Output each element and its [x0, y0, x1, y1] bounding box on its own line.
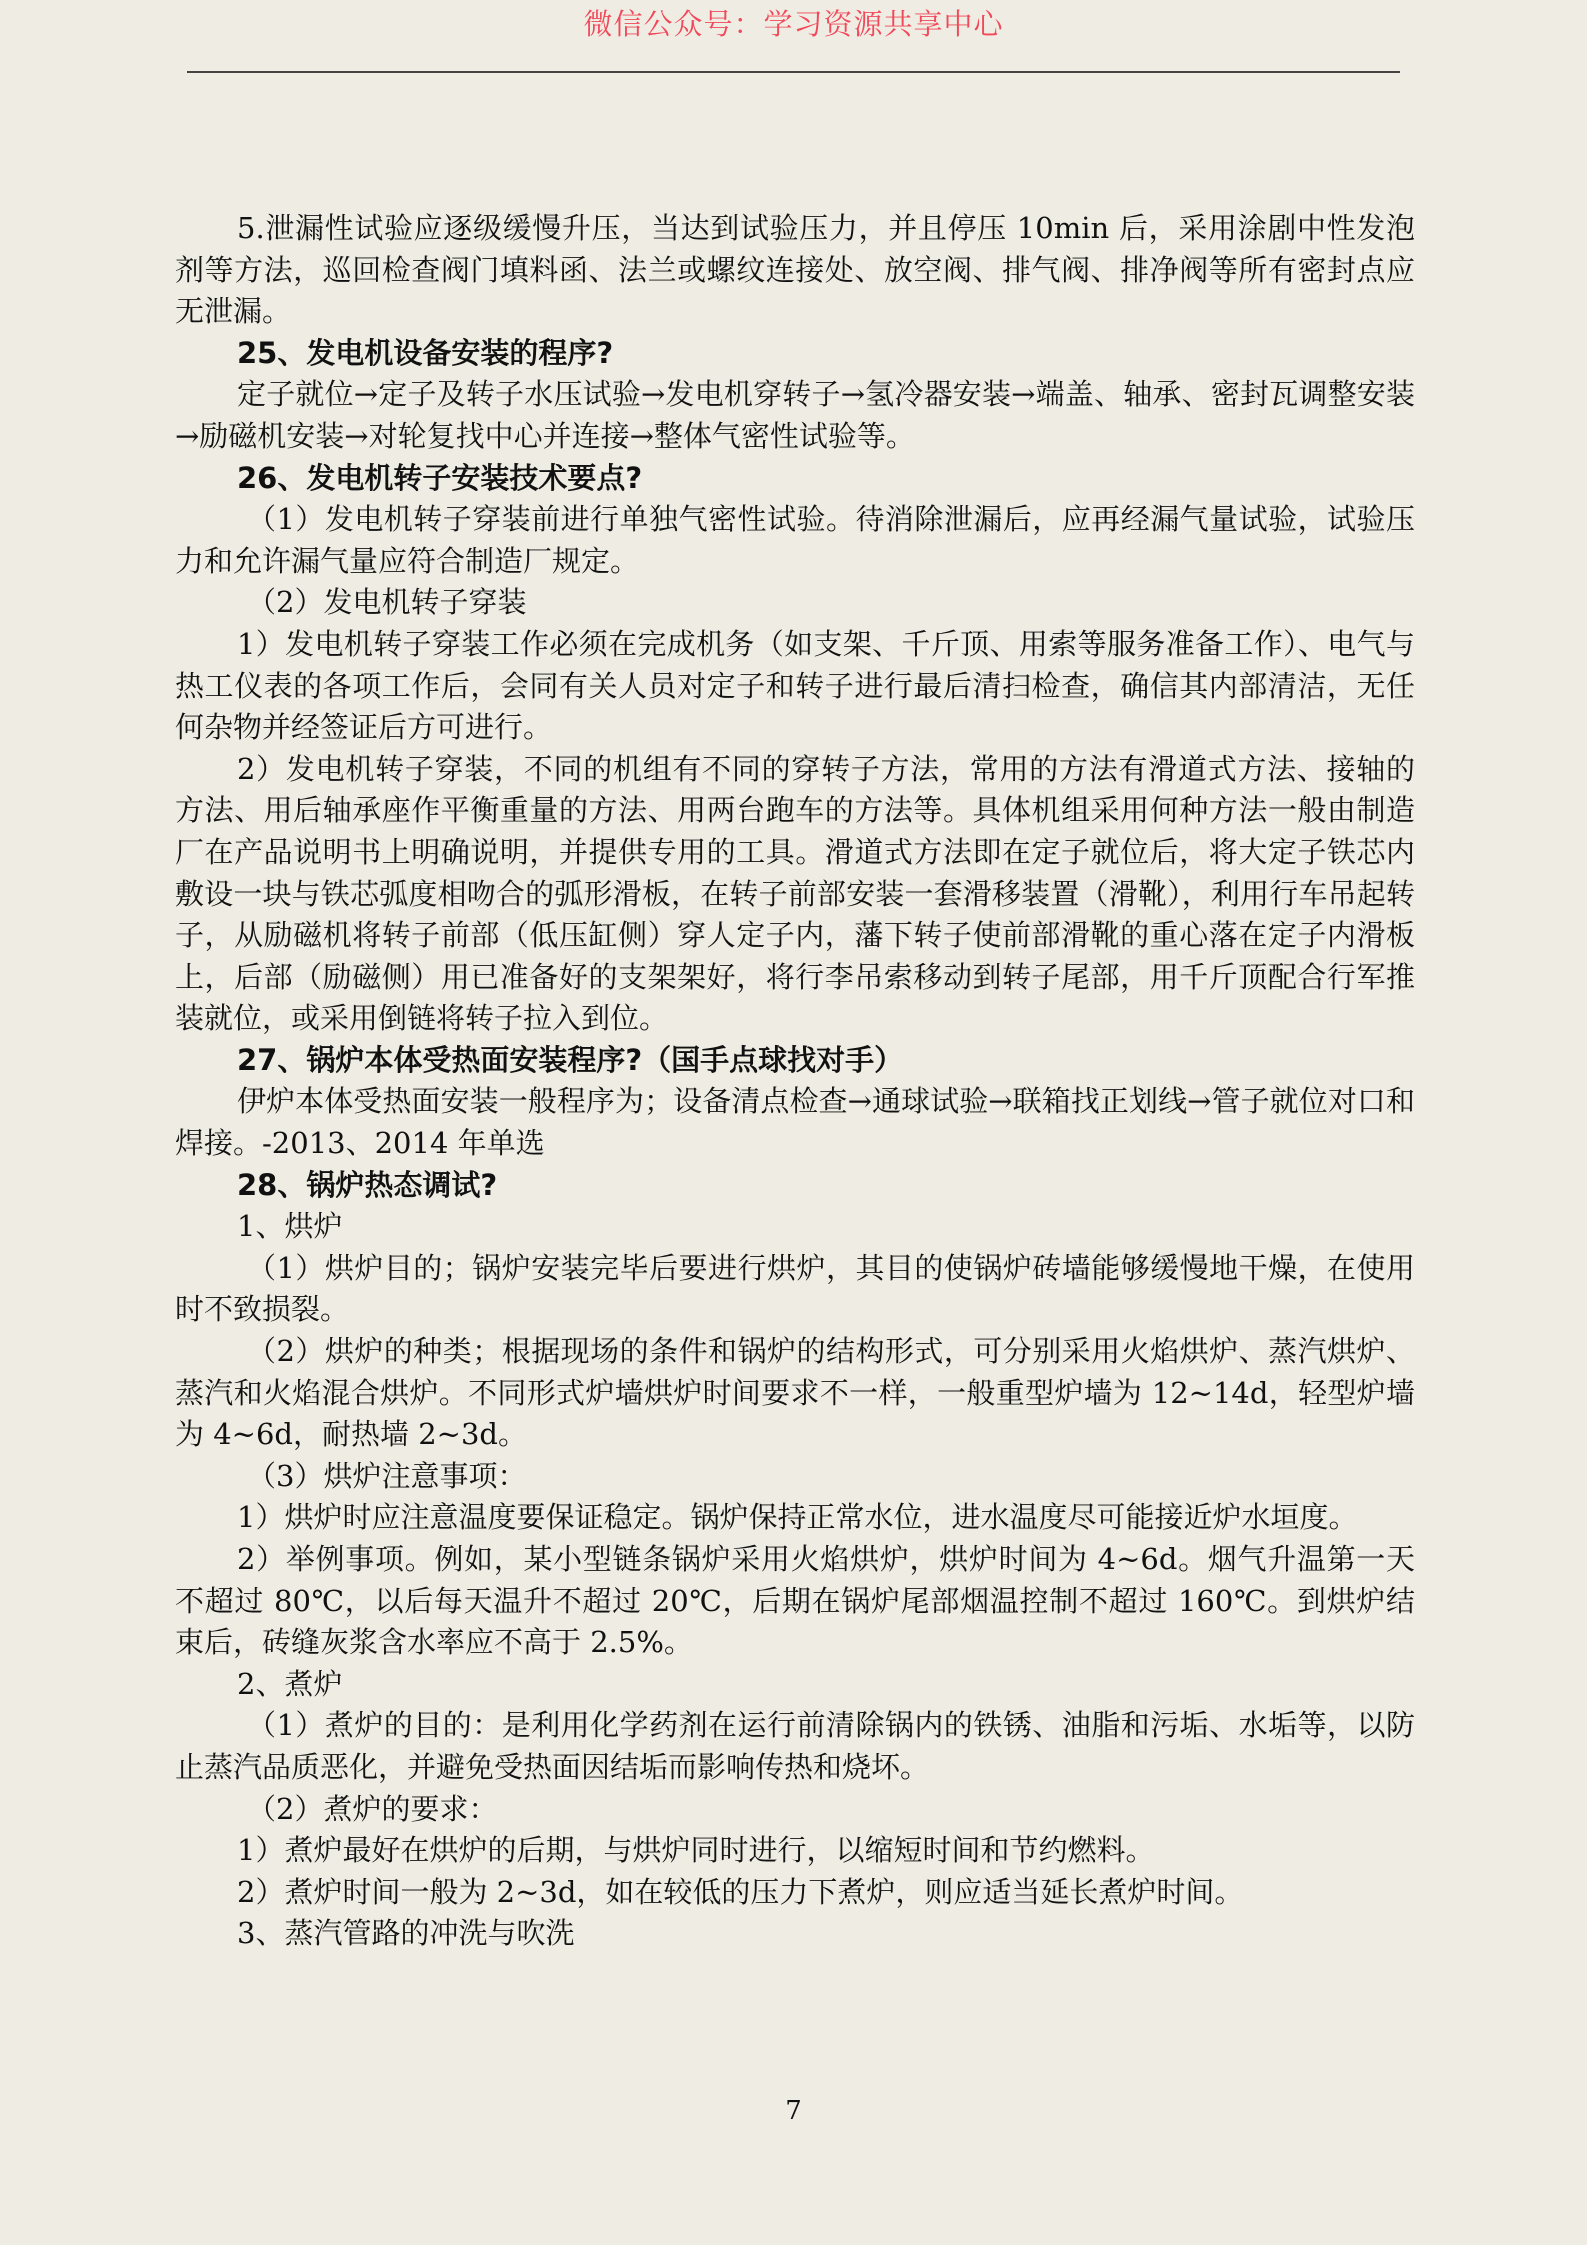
paragraph: 1、烘炉 [237, 1209, 343, 1244]
paragraph: （2）发电机转子穿装 [247, 585, 527, 620]
page-number: 7 [785, 2096, 802, 2126]
paragraph: 伊炉本体受热面安装一般程序为；设备清点检查→通球试验→联箱找正划线→管子就位对口和焊接。-2013、2014 年单选 [175, 1084, 1415, 1161]
paragraph: 3、蒸汽管路的冲洗与吹洗 [237, 1916, 575, 1951]
paragraph: （2）煮炉的要求： [247, 1791, 498, 1826]
paragraph: （1）煮炉的目的：是利用化学药剂在运行前清除锅内的铁锈、油脂和污垢、水垢等，以防止蒸汽品质恶化，并避免受热面因结垢而影响传热和烧坏。 [175, 1708, 1415, 1784]
paragraph: 1）发电机转子穿装工作必须在完成机务（如支架、千斤顶、用索等服务准备工作）、电气与热工仪表的各项工作后，会同有关人员对定子和转子进行最后清扫检查，确信其内部清洁，无任何杂物并经签证后方可进行。 [175, 626, 1415, 745]
paragraph: 1）煮炉最好在烘炉的后期，与烘炉同时进行，以缩短时间和节约燃料。 [237, 1833, 1155, 1868]
paragraph: （3）烘炉注意事项： [247, 1458, 527, 1493]
paragraph: （2）烘炉的种类；根据现场的条件和锅炉的结构形式，可分别采用火焰烘炉、蒸汽烘炉、蒸汽和火焰混合烘炉。不同形式炉墙烘炉时间要求不一样，一般重型炉墙为 12~14d，轻型炉墙为 4~6d，耐热墙 2~3d。 [175, 1334, 1415, 1452]
paragraph: （1）发电机转子穿装前进行单独气密性试验。待消除泄漏后，应再经漏气量试验，试验压力和允许漏气量应符合制造厂规定。 [175, 502, 1415, 578]
header-divider [187, 71, 1400, 73]
document-body [175, 208, 1415, 1955]
paragraph: 2）发电机转子穿装，不同的机组有不同的穿转子方法，常用的方法有滑道式方法、接轴的方法、用后轴承座作平衡重量的方法、用两台跑车的方法等。具体机组采用何种方法一般由制造厂在产品说明书上明确说明，并提供专用的工具。滑道式方法即在定子就位后，将大定子铁芯内敷设一块与铁芯弧度相吻合的弧形滑板，在转子前部安装一套滑移装置（滑靴），利用行车吊起转子，从励磁机将转子前部（低压缸侧）穿人定子内，藩下转子使前部滑靴的重心落在定子内滑板上，后部（励磁侧）用已准备好的支架架好，将行李吊索移动到转子尾部，用千斤顶配合行军推装就位，或采用倒链将转子拉入到位。 [175, 751, 1415, 1036]
paragraph: （1）烘炉目的；锅炉安装完毕后要进行烘炉，其目的使锅炉砖墙能够缓慢地干燥，在使用时不致损裂。 [175, 1250, 1415, 1327]
paragraph: 定子就位→定子及转子水压试验→发电机穿转子→氢冷器安装→端盖、轴承、密封瓦调整安装→励磁机安装→对轮复找中心并连接→整体气密性试验等。 [175, 377, 1415, 453]
section-heading: 27、锅炉本体受热面安装程序?（国手点球找对手） [237, 1042, 904, 1077]
watermark-header: 微信公众号：学习资源共享中心 [583, 7, 1004, 41]
paragraph: 5.泄漏性试验应逐级缓慢升压，当达到试验压力，并且停压 10min 后，采用涂剧中性发泡剂等方法，巡回检查阀门填料函、法兰或螺纹连接处、放空阀、排气阀、排净阀等所有密封点应无泄漏。 [175, 211, 1415, 329]
paragraph: 2、煮炉 [237, 1666, 343, 1701]
section-heading: 28、锅炉热态调试? [237, 1167, 498, 1202]
paragraph: 2）煮炉时间一般为 2~3d，如在较低的压力下煮炉，则应适当延长煮炉时间。 [237, 1874, 1244, 1909]
section-heading: 26、发电机转子安装技术要点? [237, 460, 643, 495]
paragraph: 1）烘炉时应注意温度要保证稳定。锅炉保持正常水位，进水温度尽可能接近炉水垣度。 [237, 1500, 1358, 1535]
page-header [0, 0, 1587, 40]
section-heading: 25、发电机设备安装的程序? [237, 335, 614, 370]
paragraph: 2）举例事项。例如，某小型链条锅炉采用火焰烘炉，烘炉时间为 4~6d。烟气升温第一天不超过 80℃，以后每天温升不超过 20℃，后期在锅炉尾部烟温控制不超过 160℃。到烘炉结束后，砖缝灰浆含水率应不高于 2.5%。 [175, 1542, 1415, 1660]
